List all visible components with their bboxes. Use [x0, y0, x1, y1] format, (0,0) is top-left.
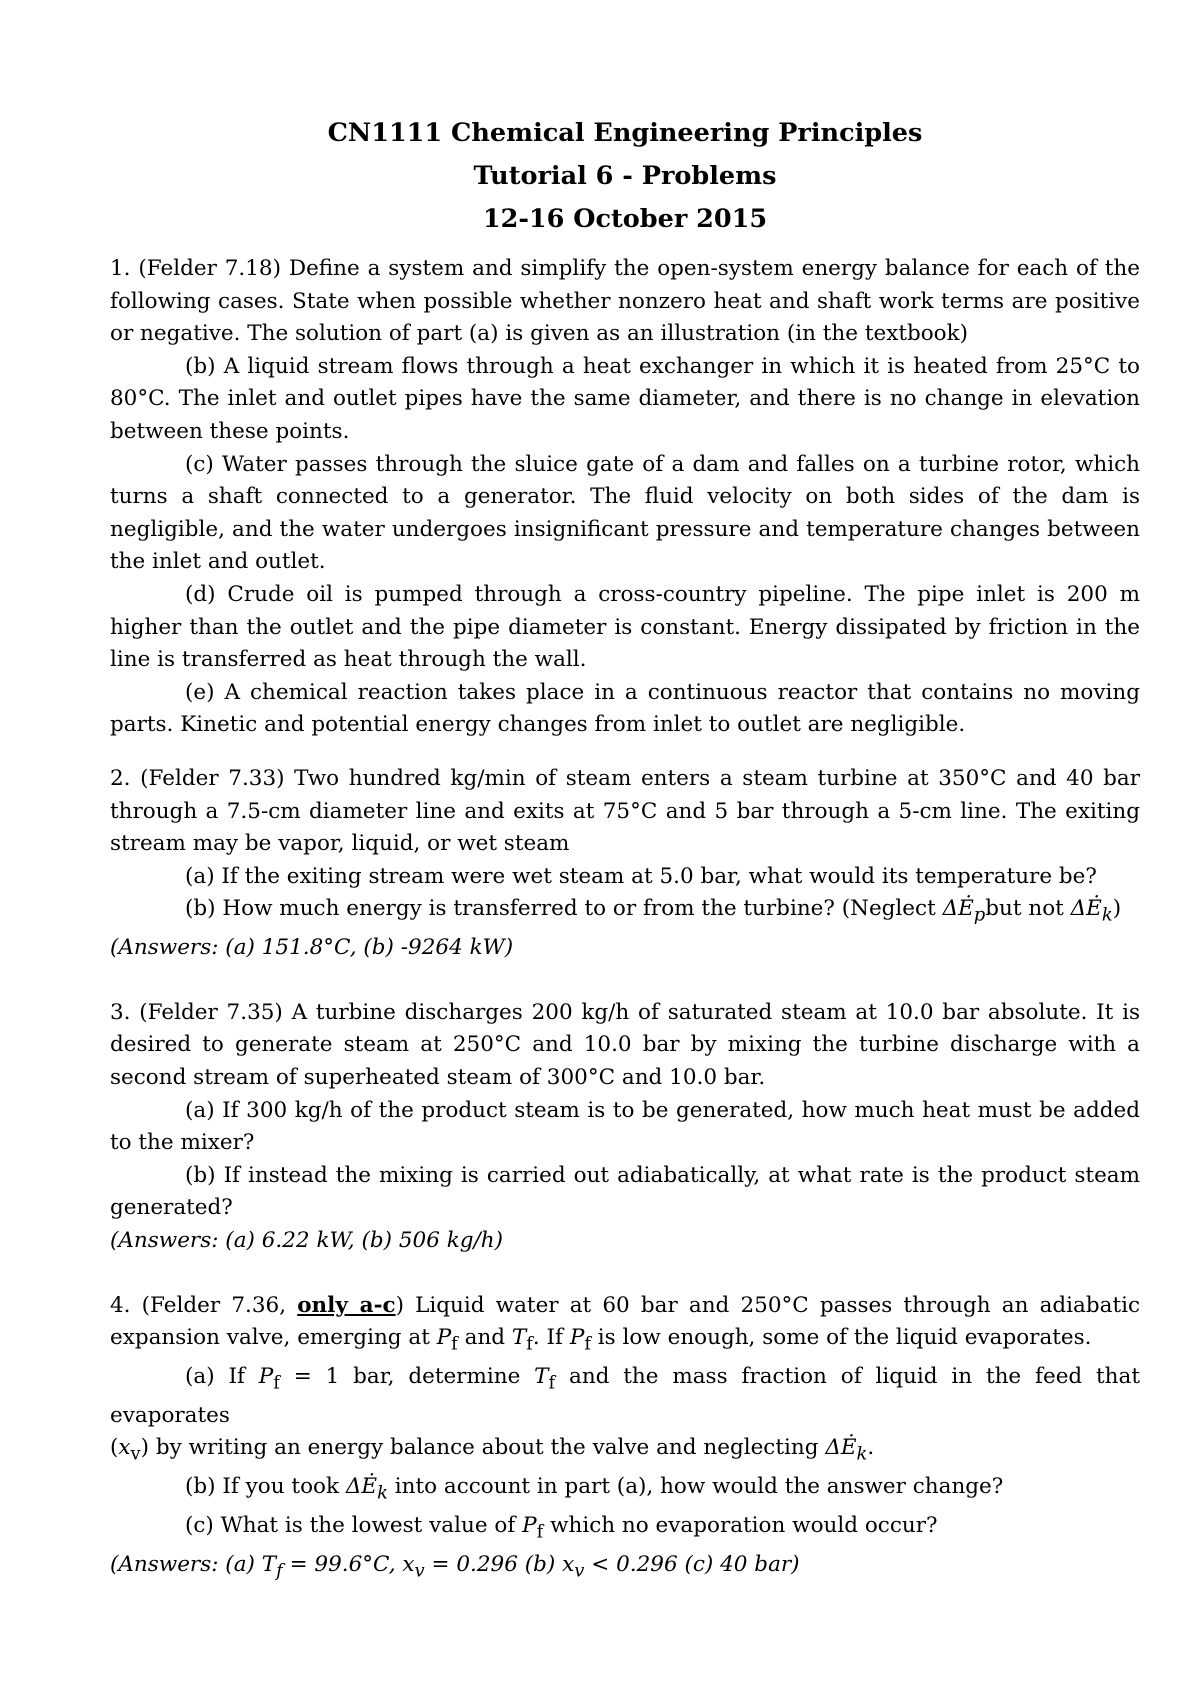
- math-delta-e: ΔĖ: [1070, 896, 1102, 922]
- problem-1-part-c: (c) Water passes through the sluice gate of a dam and falles on a turbine rotor, which turns a shaft connected to a generator. The fluid velocity on both sides of the dam is negligible, and the water undergoes insignificant pressure and temperature changes between the inlet and outlet.: [110, 451, 1140, 575]
- math-delta-e: ΔĖ: [825, 1435, 857, 1461]
- text-span: = 0.296 (b): [424, 1552, 563, 1578]
- text-span: ): [140, 1435, 150, 1461]
- problem-1-part-b: (b) A liquid stream flows through a heat exchanger in which it is heated from 25°C to 80°C. The inlet and outlet pipes have the same diameter, and there is no change in elevation between these points.: [110, 353, 1140, 444]
- math-sub: f: [526, 1333, 533, 1355]
- problem-4-intro: [110, 1290, 1140, 1361]
- math-sub: f: [276, 1560, 283, 1582]
- problem-1-part-d: (d) Crude oil is pumped through a cross-country pipeline. The pipe inlet is 200 m higher than the outlet and the pipe diameter is constant. Energy dissipated by friction in the line is transferred as heat through the wall.: [110, 581, 1140, 673]
- math-sub: k: [856, 1443, 868, 1465]
- text-span: (a) If: [185, 1364, 259, 1389]
- problem-1-intro: 1. (Felder 7.18) Define a system and simplify the open-system energy balance for each of the following cases. State when possible whether nonzero heat and shaft work terms are positive or negative. The solution of part (a) is given as an illustration (in the textbook): [110, 256, 1140, 347]
- text-span: (c) What is the lowest value of: [185, 1513, 523, 1539]
- text-span: which no evaporation would occur?: [543, 1513, 938, 1539]
- math-sub: f: [548, 1372, 556, 1394]
- problem-4-answers: [110, 1549, 1140, 1588]
- text-span: (b) How much energy is transferred to or from the turbine? (Neglect: [185, 896, 943, 922]
- document-header: [110, 112, 1140, 241]
- tutorial-date: 12-16 October 2015: [482, 204, 768, 234]
- problem-4-part-a-cont: [110, 1432, 1140, 1471]
- problem-2-part-a: (a) If the exiting stream were wet steam at 5.0 bar, what would its temperature be?: [185, 863, 1097, 889]
- math-sub: k: [377, 1482, 388, 1504]
- problem-2-part-b: [110, 893, 1140, 932]
- problem-1-part-e: (e) A chemical reaction takes place in a continuous reactor that contains no moving parts. Kinetic and potential energy changes from inlet to outlet are negligible.: [110, 679, 1140, 738]
- text-span: < 0.296 (c) 40 bar): [584, 1552, 800, 1578]
- text-span: (b) If you took: [185, 1474, 346, 1500]
- math-T: T: [511, 1325, 527, 1351]
- math-P: P: [569, 1325, 585, 1351]
- text-span: = 1 bar, determine: [279, 1364, 535, 1389]
- math-x: x: [562, 1552, 575, 1578]
- text-span: = 99.6°C,: [282, 1552, 403, 1578]
- math-sub: f: [536, 1521, 544, 1543]
- course-title: CN1111 Chemical Engineering Principles: [327, 118, 923, 148]
- spacer: [110, 1258, 1140, 1290]
- math-sub: k: [1101, 904, 1113, 926]
- text-span: and: [457, 1325, 512, 1351]
- math-sub: f: [451, 1333, 458, 1355]
- problem-1: [110, 253, 1140, 742]
- text-span: but not: [985, 896, 1071, 922]
- problem-3-intro: 3. (Felder 7.35) A turbine discharges 200 kg/h of saturated steam at 10.0 bar absolute. It is desired to generate steam at 250°C and 10.0 bar by mixing the turbine discharge with a second stream of superheated steam of 300°C and 10.0 bar.: [110, 999, 1140, 1090]
- text-span: .: [867, 1435, 875, 1461]
- math-P: P: [522, 1513, 537, 1539]
- problem-2-intro: 2. (Felder 7.33) Two hundred kg/min of steam enters a steam turbine at 350°C and 40 bar through a 7.5-cm diameter line and exits at 75°C and 5 bar through a 5-cm line. The exiting stream may be vapor, liquid, or wet steam: [110, 765, 1140, 857]
- text-span: (: [110, 1435, 119, 1461]
- text-span: ) Liquid water at 60 bar and 250°C passes through an adiabatic expansion valve, emerging at: [110, 1292, 1140, 1351]
- math-T: T: [261, 1552, 277, 1578]
- text-span: . If: [532, 1325, 570, 1351]
- text-span: is low enough, some of the liquid evaporates.: [590, 1325, 1092, 1351]
- problem-4-part-a: [110, 1361, 1140, 1432]
- problem-4-part-b: [110, 1471, 1140, 1510]
- spacer: [110, 965, 1140, 997]
- math-delta-e: ΔĖ: [942, 896, 974, 922]
- emphasis-only-a-c: only a-c: [297, 1292, 396, 1318]
- math-sub: v: [414, 1560, 425, 1582]
- text-span: ): [1112, 896, 1122, 922]
- text-span: 4. (Felder 7.36,: [110, 1292, 298, 1318]
- math-T: T: [534, 1364, 549, 1389]
- math-sub: f: [273, 1372, 280, 1394]
- text-span: and the mass fraction of liquid in the feed that evaporates: [110, 1364, 1140, 1428]
- text-span: by writing an energy balance about the valve and neglecting: [149, 1435, 826, 1461]
- math-sub: f: [584, 1333, 591, 1355]
- problem-3: [110, 997, 1140, 1258]
- document-page: [110, 112, 1140, 1588]
- spacer: [110, 742, 1140, 763]
- math-x: x: [402, 1552, 415, 1578]
- math-delta-e: ΔĖ: [345, 1474, 378, 1500]
- problem-3-part-b: (b) If instead the mixing is carried out adiabatically, at what rate is the product steam generated?: [110, 1162, 1140, 1221]
- problem-2-answers: (Answers: (a) 151.8°C, (b) -9264 kW): [110, 935, 514, 961]
- problem-4-part-c: [110, 1510, 1140, 1549]
- text-span: (Answers: (a): [110, 1552, 262, 1578]
- math-P: P: [258, 1364, 274, 1389]
- math-sub: v: [574, 1560, 585, 1582]
- text-span: into account in part (a), how would the answer change?: [387, 1474, 1004, 1500]
- math-x: x: [118, 1435, 131, 1461]
- problem-3-answers: (Answers: (a) 6.22 kW, (b) 506 kg/h): [110, 1227, 503, 1253]
- problem-4: [110, 1290, 1140, 1589]
- tutorial-title: Tutorial 6 - Problems: [473, 161, 777, 191]
- math-sub: p: [973, 904, 986, 926]
- math-sub: v: [130, 1443, 141, 1465]
- math-P: P: [436, 1325, 452, 1351]
- problem-2: [110, 763, 1140, 965]
- problem-3-part-a: (a) If 300 kg/h of the product steam is to be generated, how much heat must be added to the mixer?: [110, 1097, 1140, 1156]
